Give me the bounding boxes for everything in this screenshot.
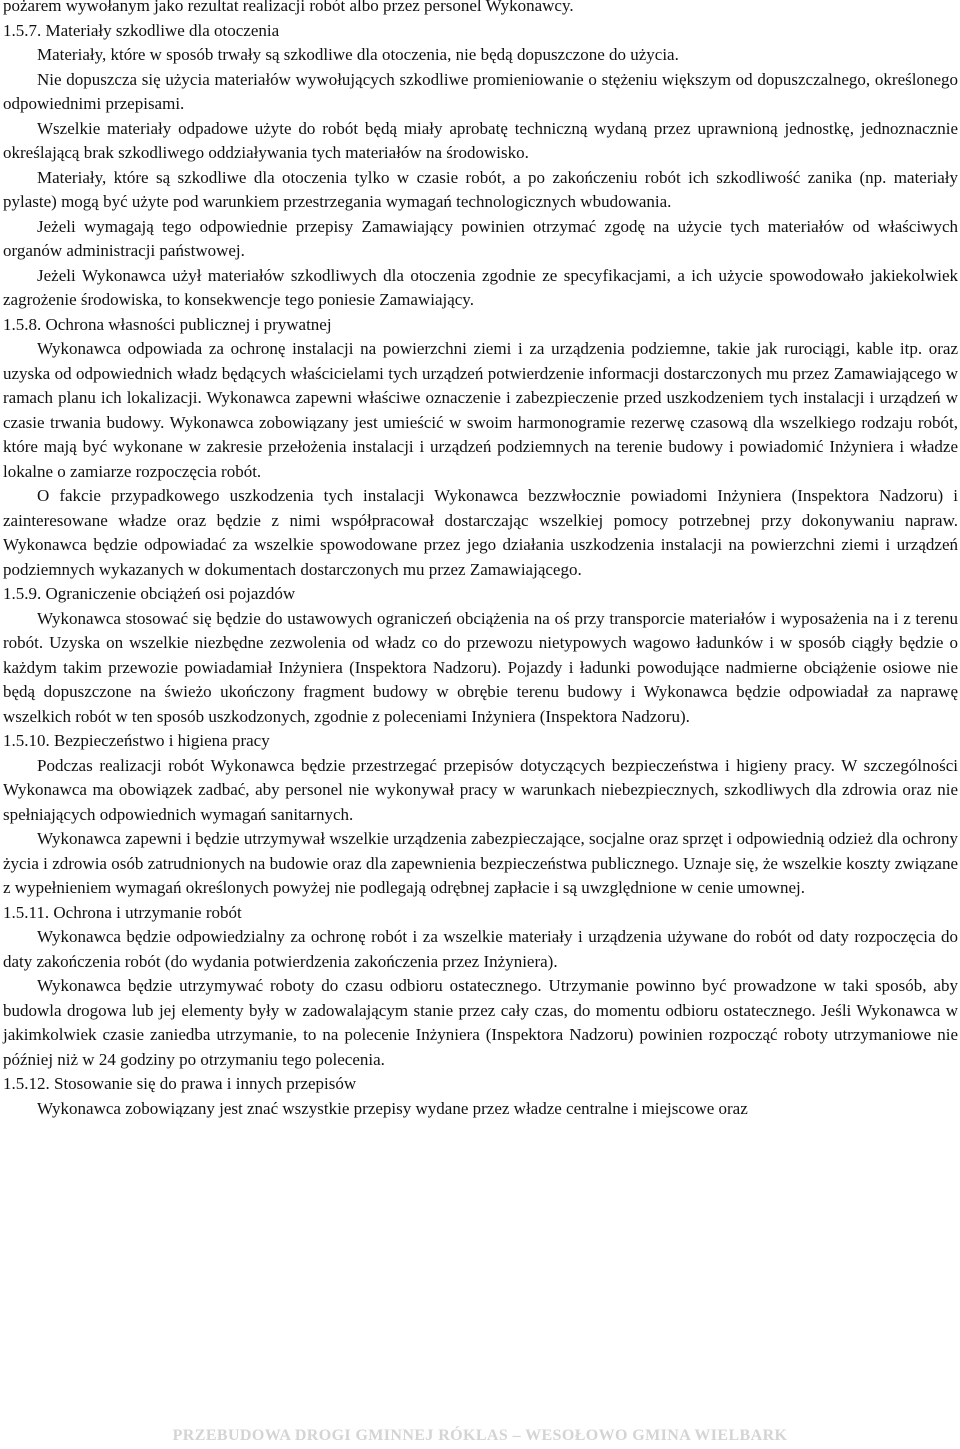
paragraph: Wykonawca będzie odpowiedzialny za ochronę robót i za wszelkie materiały i urządzenia używane do robót od daty rozpoczęcia do daty zakończenia robót (do wydania potwierdzenia zakończenia przez Inżyniera). [3,927,958,971]
paragraph: Wykonawca zapewni i będzie utrzymywał wszelkie urządzenia zabezpieczające, socjalne oraz sprzęt i odpowiednią odzież dla ochrony życia i zdrowia osób zatrudnionych na budowie oraz dla zapewnienia bezpieczeństwa publicznego. Uznaje się, że wszelkie koszty związane z wypełnieniem wymagań określonych powyżej nie podlegają odrębnej zapłacie i są uwzględnione w cenie umownej. [3,829,958,897]
paragraph: Podczas realizacji robót Wykonawca będzie przestrzegać przepisów dotyczących bezpieczeństwa i higieny pracy. W szczególności Wykonawca ma obowiązek zadbać, aby personel nie wykonywał pracy w warunkach niebezpiecznych, szkodliwych dla zdrowia oraz nie spełniających odpowiednich wymagań sanitarnych. [3,755,958,824]
section-heading-1-5-8: 1.5.8. Ochrona własności publicznej i prywatnej [3,314,332,334]
paragraph: Materiały, które są szkodliwe dla otoczenia tylko w czasie robót, a po zakończeniu robót ich szkodliwość zanika (np. materiały pylaste) mogą być użyte pod warunkiem przestrzegania wymagań technologicznych wbudowania. [3,167,958,211]
document-body [3,0,958,1121]
paragraph-continuation: pożarem wywołanym jako rezultat realizacji robót albo przez personel Wykonawcy. [3,0,574,15]
paragraph: Wykonawca stosować się będzie do ustawowych ograniczeń obciążenia na oś przy transporcie materiałów i wyposażenia na i z terenu robót. Uzyska on wszelkie niezbędne zezwolenia od władz co do przewozu nietypowych wagowo ładunków i w sposób ciągły będzie o każdym takim przewozie powiadamiał Inżyniera (Inspektora Nadzoru). Pojazdy i ładunki powodujące nadmierne obciążenie osiowe nie będą dopuszczone na świeżo ukończony fragment budowy w obrębie terenu budowy i Wykonawca będzie odpowiadał za naprawę wszelkich robót w ten sposób uszkodzonych, zgodnie z poleceniami Inżyniera (Inspektora Nadzoru). [3,608,958,726]
paragraph: Wykonawca zobowiązany jest znać wszystkie przepisy wydane przez władze centralne i miejscowe oraz [37,1098,748,1118]
paragraph: Nie dopuszcza się użycia materiałów wywołujących szkodliwe promieniowanie o stężeniu większym od dopuszczalnego, określonego odpowiednimi przepisami. [3,69,958,113]
page-footer: PRZEBUDOWA DROGI GMINNEJ RÓKLAS – WESOŁOWO GMINA WIELBARK [172,1427,788,1444]
section-heading-1-5-10: 1.5.10. Bezpieczeństwo i higiena pracy [3,731,270,750]
paragraph: Materiały, które w sposób trwały są szkodliwe dla otoczenia, nie będą dopuszczone do użycia. [37,45,679,64]
section-heading-1-5-7: 1.5.7. Materiały szkodliwe dla otoczenia [3,20,280,40]
paragraph: Wykonawca będzie utrzymywać roboty do czasu odbioru ostatecznego. Utrzymanie powinno być prowadzone w taki sposób, aby budowla drogowa lub jej elementy były w zadowalającym stanie przez cały czas, do momentu odbioru ostatecznego. Jeśli Wykonawca w jakimkolwiek czasie zaniedba utrzymanie, to na polecenie Inżyniera (Inspektora Nadzoru) powinien rozpocząć roboty utrzymaniowe nie później niż w 24 godziny po otrzymaniu tego polecenia. [3,976,958,1069]
paragraph: Jeżeli Wykonawca użył materiałów szkodliwych dla otoczenia zgodnie ze specyfikacjami, a ich użycie spowodowało jakiekolwiek zagrożenie środowiska, to konsekwencje tego poniesie Zamawiający. [3,265,958,309]
section-heading-1-5-11: 1.5.11. Ochrona i utrzymanie robót [3,902,242,922]
paragraph: Jeżeli wymagają tego odpowiednie przepisy Zamawiający powinien otrzymać zgodę na użycie tych materiałów od właściwych organów administracji państwowej. [3,216,958,260]
paragraph: Wszelkie materiały odpadowe użyte do robót będą miały aprobatę techniczną wydaną przez uprawnioną jednostkę, jednoznacznie określającą brak szkodliwego oddziaływania tych materiałów na środowisko. [3,118,958,162]
paragraph: O fakcie przypadkowego uszkodzenia tych instalacji Wykonawca bezzwłocznie powiadomi Inżyniera (Inspektora Nadzoru) i zainteresowane władze oraz będzie z nimi współpracował dostarczając wszelkiej pomocy potrzebnej przy dokonywaniu napraw. Wykonawca będzie odpowiadać za wszelkie spowodowane przez jego działania uszkodzenia instalacji na powierzchni ziemi i urządzeń podziemnych wykazanych w dokumentach dostarczonych mu przez Zamawiającego. [3,486,958,579]
section-heading-1-5-9: 1.5.9. Ograniczenie obciążeń osi pojazdów [3,584,296,603]
paragraph: Wykonawca odpowiada za ochronę instalacji na powierzchni ziemi i za urządzenia podziemne, takie jak rurociągi, kable itp. oraz uzyska od odpowiednich władz będących właścicielami tych urządzeń potwierdzenie informacji dostarczonych mu przez Zamawiającego w ramach planu ich lokalizacji. Wykonawca zapewni właściwe oznaczenie i zabezpieczenie przed uszkodzeniem tych instalacji i urządzeń w czasie trwania budowy. Wykonawca zobowiązany jest umieścić w swoim harmonogramie rezerwę czasową dla wszelkiego rodzaju robót, które mają być wykonane w zakresie przełożenia instalacji i urządzeń podziemnych na terenie budowy i powiadomić Inżyniera i władze lokalne o zamiarze rozpoczęcia robót. [3,339,958,481]
section-heading-1-5-12: 1.5.12. Stosowanie się do prawa i innych przepisów [3,1074,357,1093]
